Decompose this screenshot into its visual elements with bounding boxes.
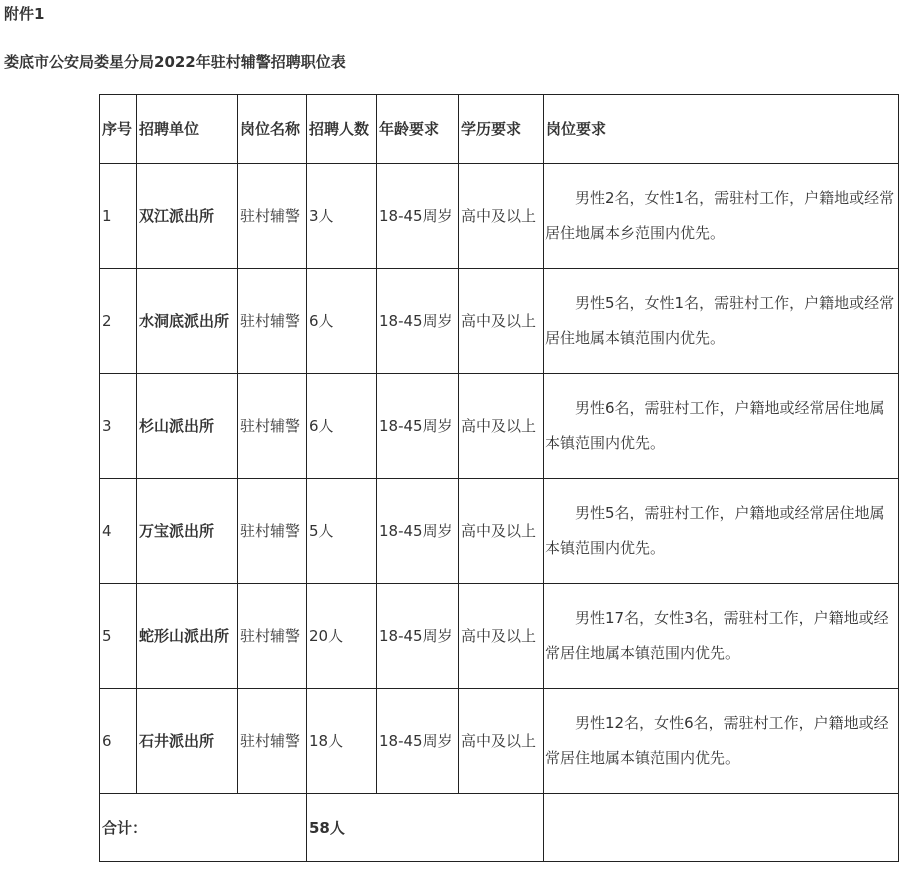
cell-requirement: 男性12名，女性6名，需驻村工作，户籍地或经常居住地属本镇范围内优先。 bbox=[544, 689, 899, 794]
cell-count: 6人 bbox=[307, 269, 377, 374]
table-row bbox=[100, 164, 899, 269]
cell-count: 5人 bbox=[307, 479, 377, 584]
table-row bbox=[100, 584, 899, 689]
cell-position: 驻村辅警 bbox=[238, 269, 307, 374]
header-cell-education: 学历要求 bbox=[459, 95, 544, 164]
table-row bbox=[100, 689, 899, 794]
cell-requirement: 男性5名，女性1名，需驻村工作，户籍地或经常居住地属本镇范围内优先。 bbox=[544, 269, 899, 374]
attachment-label: 附件1 bbox=[4, 5, 45, 23]
cell-unit: 双江派出所 bbox=[137, 164, 238, 269]
header-cell-requirement: 岗位要求 bbox=[544, 95, 899, 164]
cell-age: 18-45周岁 bbox=[377, 479, 459, 584]
cell-count: 18人 bbox=[307, 689, 377, 794]
cell-education: 高中及以上 bbox=[459, 479, 544, 584]
cell-position: 驻村辅警 bbox=[238, 689, 307, 794]
cell-requirement: 男性6名，需驻村工作，户籍地或经常居住地属本镇范围内优先。 bbox=[544, 374, 899, 479]
cell-education: 高中及以上 bbox=[459, 374, 544, 479]
cell-requirement: 男性5名，需驻村工作，户籍地或经常居住地属本镇范围内优先。 bbox=[544, 479, 899, 584]
header-cell-age: 年龄要求 bbox=[377, 95, 459, 164]
cell-unit: 石井派出所 bbox=[137, 689, 238, 794]
table-total-row bbox=[100, 794, 899, 862]
cell-age: 18-45周岁 bbox=[377, 269, 459, 374]
cell-age: 18-45周岁 bbox=[377, 164, 459, 269]
document-title: 娄底市公安局娄星分局2022年驻村辅警招聘职位表 bbox=[4, 53, 346, 71]
cell-no: 1 bbox=[100, 164, 137, 269]
cell-education: 高中及以上 bbox=[459, 689, 544, 794]
cell-no: 5 bbox=[100, 584, 137, 689]
cell-position: 驻村辅警 bbox=[238, 164, 307, 269]
cell-age: 18-45周岁 bbox=[377, 584, 459, 689]
cell-no: 6 bbox=[100, 689, 137, 794]
header-cell-position: 岗位名称 bbox=[238, 95, 307, 164]
total-value: 58人 bbox=[307, 794, 544, 862]
cell-unit: 水洞底派出所 bbox=[137, 269, 238, 374]
cell-position: 驻村辅警 bbox=[238, 479, 307, 584]
cell-requirement: 男性2名，女性1名，需驻村工作，户籍地或经常居住地属本乡范围内优先。 bbox=[544, 164, 899, 269]
cell-unit: 杉山派出所 bbox=[137, 374, 238, 479]
header-cell-no: 序号 bbox=[100, 95, 137, 164]
cell-count: 6人 bbox=[307, 374, 377, 479]
cell-age: 18-45周岁 bbox=[377, 689, 459, 794]
cell-education: 高中及以上 bbox=[459, 269, 544, 374]
header-cell-unit: 招聘单位 bbox=[137, 95, 238, 164]
cell-no: 4 bbox=[100, 479, 137, 584]
table-header-row bbox=[100, 95, 899, 164]
cell-age: 18-45周岁 bbox=[377, 374, 459, 479]
table-row bbox=[100, 374, 899, 479]
cell-no: 2 bbox=[100, 269, 137, 374]
cell-education: 高中及以上 bbox=[459, 164, 544, 269]
cell-no: 3 bbox=[100, 374, 137, 479]
cell-unit: 万宝派出所 bbox=[137, 479, 238, 584]
header-cell-count: 招聘人数 bbox=[307, 95, 377, 164]
total-empty-cell bbox=[544, 794, 899, 862]
cell-position: 驻村辅警 bbox=[238, 584, 307, 689]
recruitment-table bbox=[99, 94, 899, 862]
total-label: 合计： bbox=[100, 794, 307, 862]
table-row bbox=[100, 479, 899, 584]
cell-requirement: 男性17名，女性3名，需驻村工作，户籍地或经常居住地属本镇范围内优先。 bbox=[544, 584, 899, 689]
cell-count: 20人 bbox=[307, 584, 377, 689]
cell-count: 3人 bbox=[307, 164, 377, 269]
table-row bbox=[100, 269, 899, 374]
cell-education: 高中及以上 bbox=[459, 584, 544, 689]
cell-unit: 蛇形山派出所 bbox=[137, 584, 238, 689]
cell-position: 驻村辅警 bbox=[238, 374, 307, 479]
